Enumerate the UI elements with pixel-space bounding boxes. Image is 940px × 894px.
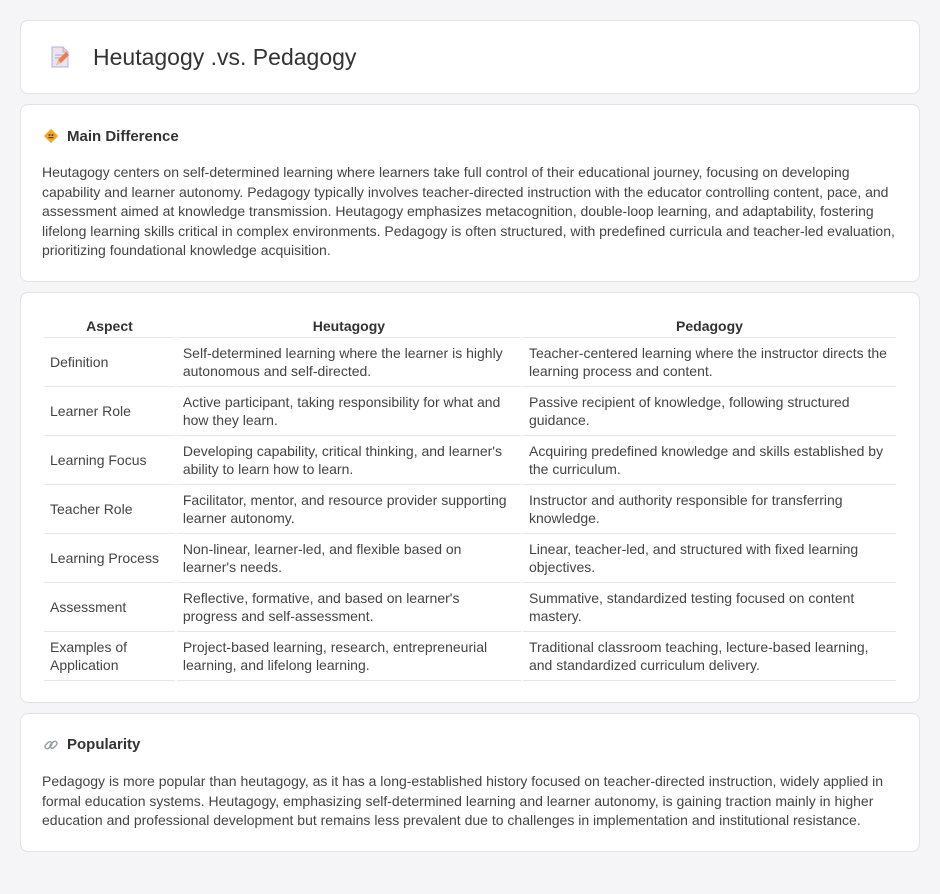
column-header-aspect: Aspect	[44, 314, 175, 338]
table-row	[44, 534, 896, 583]
diamond-sign-icon	[42, 127, 60, 145]
main-difference-section	[20, 104, 920, 282]
document-pencil-icon	[45, 42, 75, 72]
table-row	[44, 632, 896, 681]
table-row	[44, 485, 896, 534]
header-card	[20, 20, 920, 94]
popularity-title: Popularity	[67, 736, 141, 754]
aspect-cell: Definition	[44, 338, 175, 387]
aspect-cell: Assessment	[44, 583, 175, 632]
comparison-section	[20, 292, 920, 703]
pedagogy-cell: Traditional classroom teaching, lecture-based learning, and standardized curriculum delivery.	[523, 632, 896, 681]
heutagogy-cell: Project-based learning, research, entrepreneurial learning, and lifelong learning.	[177, 632, 521, 681]
popularity-heading	[42, 736, 898, 754]
aspect-cell: Teacher Role	[44, 485, 175, 534]
pedagogy-cell: Instructor and authority responsible for transferring knowledge.	[523, 485, 896, 534]
table-header-row	[44, 314, 896, 338]
heutagogy-cell: Active participant, taking responsibility for what and how they learn.	[177, 387, 521, 436]
link-icon	[42, 736, 60, 754]
popularity-text: Pedagogy is more popular than heutagogy, as it has a long-established history focused on teacher-directed instruction, widely applied in formal education systems. Heutagogy, emphasizing self-determined learning and learner autonomy, is gaining traction mainly in higher education and professional development but remains less prevalent due to challenges in implementation and institutional resistance.	[42, 772, 884, 829]
popularity-section	[20, 713, 920, 852]
pedagogy-cell: Linear, teacher-led, and structured with fixed learning objectives.	[523, 534, 896, 583]
aspect-cell: Learner Role	[44, 387, 175, 436]
heutagogy-cell: Facilitator, mentor, and resource provider supporting learner autonomy.	[177, 485, 521, 534]
aspect-cell: Examples of Application	[44, 632, 175, 681]
main-difference-title: Main Difference	[67, 127, 179, 145]
pedagogy-cell: Passive recipient of knowledge, following structured guidance.	[523, 387, 896, 436]
aspect-cell: Learning Focus	[44, 436, 175, 485]
heutagogy-cell: Developing capability, critical thinking, and learner's ability to learn how to learn.	[177, 436, 521, 485]
heutagogy-cell: Self-determined learning where the learner is highly autonomous and self-directed.	[177, 338, 521, 387]
heutagogy-cell: Non-linear, learner-led, and flexible based on learner's needs.	[177, 534, 521, 583]
pedagogy-cell: Teacher-centered learning where the instructor directs the learning process and content.	[523, 338, 896, 387]
table-row	[44, 338, 896, 387]
heutagogy-cell: Reflective, formative, and based on learner's progress and self-assessment.	[177, 583, 521, 632]
pedagogy-cell: Acquiring predefined knowledge and skills established by the curriculum.	[523, 436, 896, 485]
pedagogy-cell: Summative, standardized testing focused on content mastery.	[523, 583, 896, 632]
column-header-heutagogy: Heutagogy	[177, 314, 521, 338]
table-row	[44, 387, 896, 436]
page-title: Heutagogy .vs. Pedagogy	[93, 43, 357, 70]
main-difference-heading	[42, 127, 898, 145]
column-header-pedagogy: Pedagogy	[523, 314, 896, 338]
table-row	[44, 436, 896, 485]
table-row	[44, 583, 896, 632]
comparison-table	[42, 314, 898, 681]
aspect-cell: Learning Process	[44, 534, 175, 583]
main-difference-text: Heutagogy centers on self-determined learning where learners take full control of their educational journey, focusing on developing capability and learner autonomy. Pedagogy typically involves teacher-directed instruction with the educator controlling content, pace, and assessment aimed at knowledge transmission. Heutagogy emphasizes metacognition, double-loop learning, and adaptability, fostering lifelong learning skills critical in complex environments. Pedagogy is often structured, with predefined curricula and teacher-led evaluation, prioritizing foundational knowledge acquisition.	[42, 164, 895, 259]
